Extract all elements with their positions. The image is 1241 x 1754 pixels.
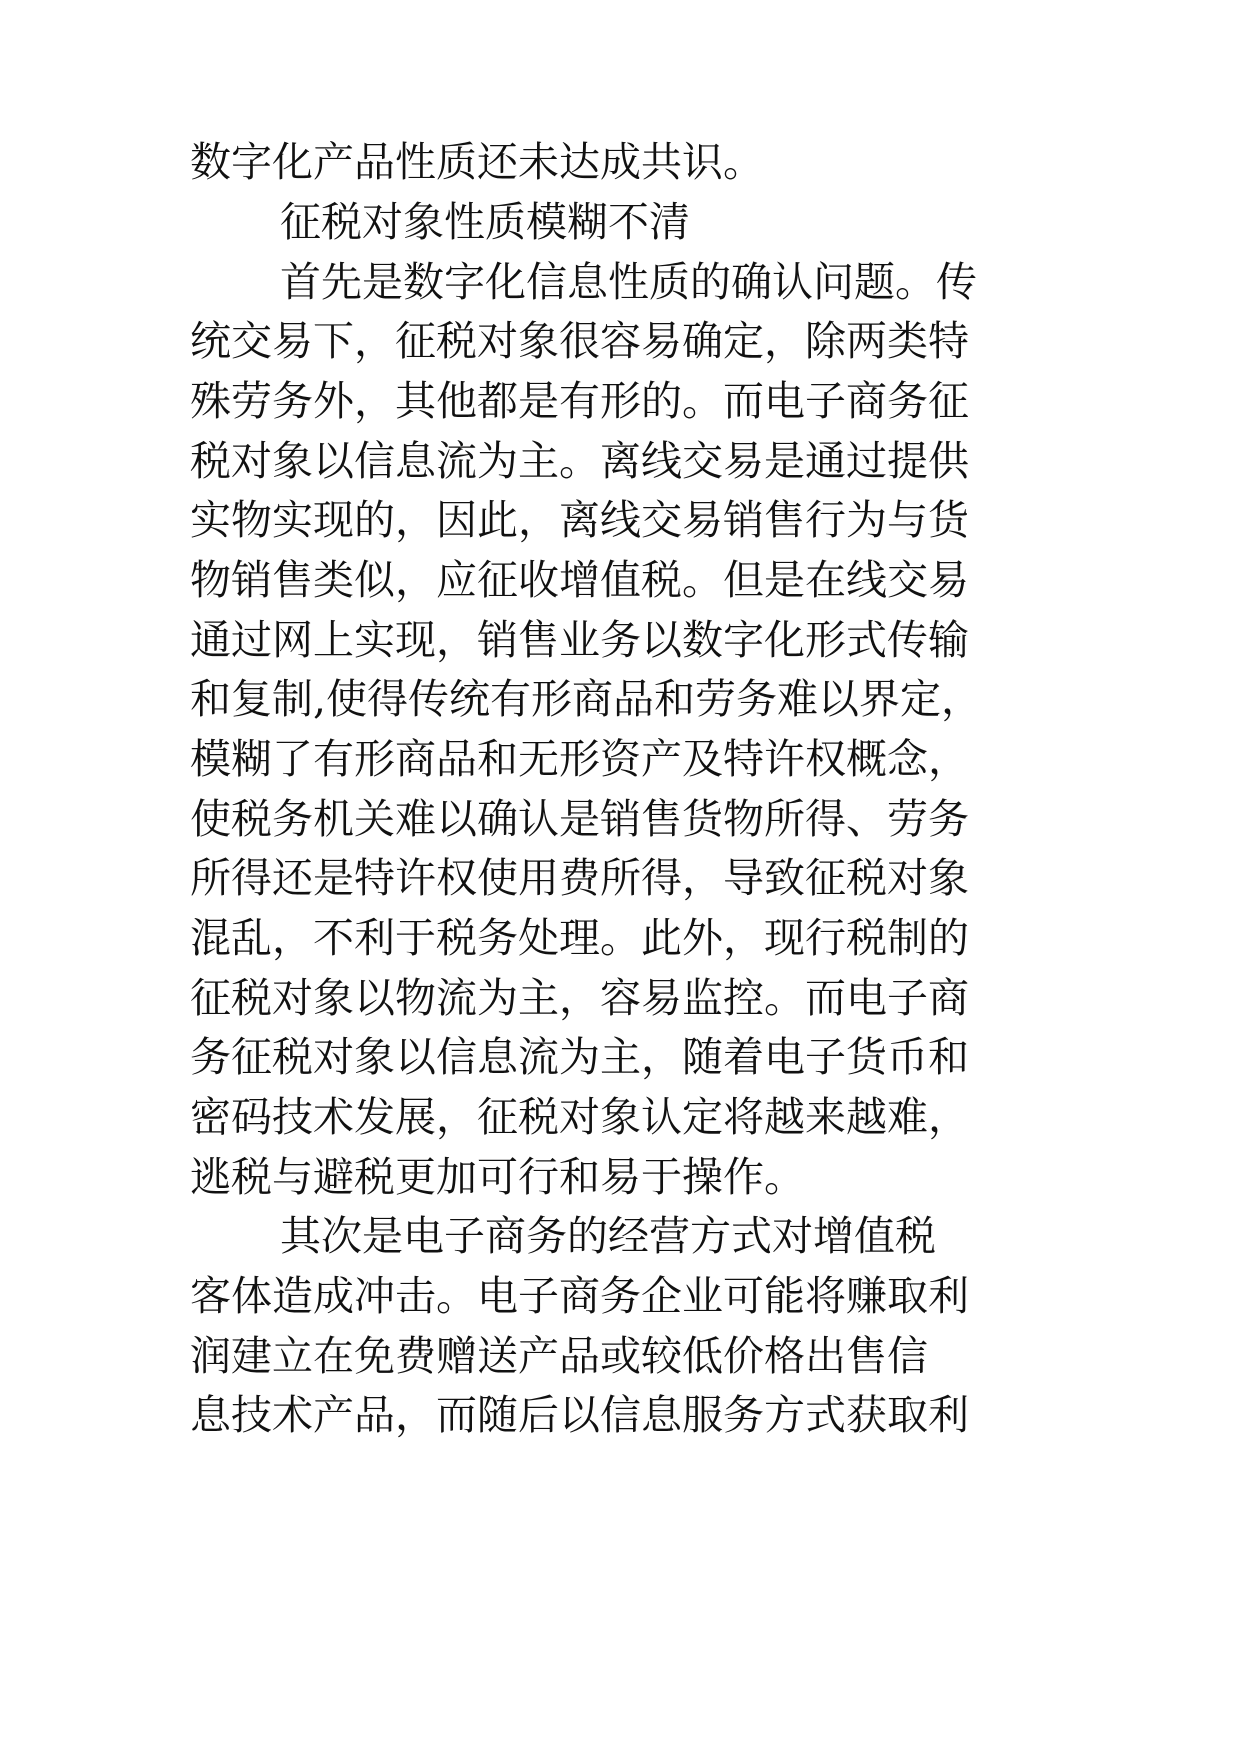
text-line: 息技术产品，而随后以信息服务方式获取利 <box>190 1391 969 1439</box>
text-line: 模糊了有形商品和无形资产及特许权概念， <box>190 735 969 783</box>
text-line: 数字化产品性质还未达成共识。 <box>190 138 764 186</box>
text-line: 统交易下，征税对象很容易确定，除两类特 <box>190 317 969 365</box>
text-line: 逃税与避税更加可行和易于操作。 <box>190 1153 805 1201</box>
text-line: 润建立在免费赠送产品或较低价格出售信 <box>190 1332 928 1380</box>
text-line: 使税务机关难以确认是销售货物所得、劳务 <box>190 795 969 843</box>
text-line: 其次是电子商务的经营方式对增值税 <box>280 1212 936 1260</box>
text-line: 务征税对象以信息流为主，随着电子货币和 <box>190 1033 969 1081</box>
text-line: 征税对象以物流为主，容易监控。而电子商 <box>190 974 969 1022</box>
section-heading: 征税对象性质模糊不清 <box>280 198 690 246</box>
text-line: 物销售类似，应征收增值税。但是在线交易 <box>190 556 969 604</box>
text-line: 和复制,使得传统有形商品和劳务难以界定， <box>190 675 983 723</box>
text-line: 实物实现的，因此，离线交易销售行为与货 <box>190 496 969 544</box>
text-line: 殊劳务外，其他都是有形的。而电子商务征 <box>190 377 969 425</box>
text-line: 混乱，不利于税务处理。此外，现行税制的 <box>190 914 969 962</box>
text-line: 通过网上实现，销售业务以数字化形式传输 <box>190 616 969 664</box>
text-line: 税对象以信息流为主。离线交易是通过提供 <box>190 437 969 485</box>
text-line: 所得还是特许权使用费所得，导致征税对象 <box>190 854 969 902</box>
text-line: 密码技术发展，征税对象认定将越来越难， <box>190 1093 969 1141</box>
text-line: 客体造成冲击。电子商务企业可能将赚取利 <box>190 1272 969 1320</box>
text-line: 首先是数字化信息性质的确认问题。传 <box>280 258 977 306</box>
